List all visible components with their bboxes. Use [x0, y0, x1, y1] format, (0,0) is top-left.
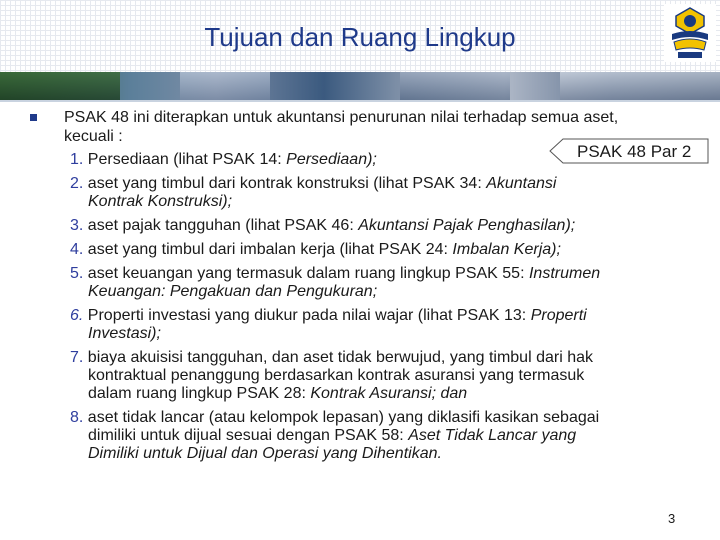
list-text: aset pajak tangguhan (lihat PSAK 46: — [87, 217, 359, 234]
list-italic: Properti — [530, 307, 587, 324]
list-italic: Persediaan); — [286, 151, 377, 168]
list-text: Properti investasi yang diukur pada nilai wajar (lihat PSAK 13: — [87, 307, 531, 324]
list-item-continuation — [88, 444, 708, 463]
list-item-continuation — [88, 384, 708, 403]
list-text: aset yang timbul dari kontrak konstruksi (lihat PSAK 34: — [87, 175, 487, 192]
list-italic: Kontrak Asuransi; dan — [310, 385, 468, 402]
list-italic: Akuntansi Pajak Penghasilan); — [358, 217, 576, 234]
list-item — [70, 216, 690, 235]
list-item-continuation — [88, 366, 708, 385]
list-item-continuation — [88, 282, 708, 301]
list-number: 2. — [70, 175, 84, 192]
list-number: 6. — [70, 307, 84, 324]
list-number: 3. — [70, 217, 84, 234]
list-item-continuation — [88, 426, 708, 445]
list-item — [70, 348, 690, 367]
list-text: aset yang timbul dari imbalan kerja (lihat PSAK 24: — [87, 241, 453, 258]
list-number: 1. — [70, 151, 84, 168]
intro-text: PSAK 48 ini diterapkan untuk akuntansi penurunan nilai terhadap semua aset, kecuali : — [64, 109, 619, 145]
slide-title: Tujuan dan Ruang Lingkup — [204, 22, 516, 52]
list-number: 8. — [70, 409, 84, 426]
page-number: 3 — [668, 511, 676, 526]
list-italic: Imbalan Kerja); — [452, 241, 561, 258]
list-italic: Aset Tidak Lancar yang — [408, 427, 577, 444]
list-text: dimiliki untuk dijual sesuai dengan PSAK 58: — [88, 427, 409, 444]
list-item — [70, 408, 690, 427]
list-item-continuation — [88, 192, 708, 211]
list-italic: Keuangan: Pengakuan dan Pengukuran; — [88, 283, 378, 300]
list-italic: Kontrak Konstruksi); — [88, 193, 233, 210]
list-italic: Akuntansi — [486, 175, 557, 192]
list-text: kontraktual penanggung berdasarkan kontrak asuransi yang termasuk — [88, 367, 585, 384]
list-text: aset keuangan yang termasuk dalam ruang lingkup PSAK 55: — [87, 265, 529, 282]
list-number: 5. — [70, 265, 84, 282]
list-text: dalam ruang lingkup PSAK 28: — [88, 385, 311, 402]
list-text: biaya akuisisi tangguhan, dan aset tidak berwujud, yang timbul dari hak — [87, 349, 593, 366]
list-text: Persediaan (lihat PSAK 14: — [87, 151, 287, 168]
list-number: 4. — [70, 241, 84, 258]
list-number: 7. — [70, 349, 84, 366]
list-italic: Investasi); — [88, 325, 161, 342]
list-item — [70, 174, 690, 193]
list-item — [70, 240, 690, 259]
list-italic: Dimiliki untuk Dijual dan Operasi yang Dihentikan. — [88, 445, 442, 462]
list-item — [70, 306, 690, 325]
list-item-continuation — [88, 324, 708, 343]
list-text: aset tidak lancar (atau kelompok lepasan) yang diklasifi kasikan sebagai — [87, 409, 600, 426]
list-item — [70, 150, 690, 169]
callout-label: PSAK 48 Par 2 — [577, 142, 692, 161]
list-italic: Instrumen — [528, 265, 601, 282]
list-item — [70, 264, 690, 283]
bullet-square-icon — [30, 114, 37, 121]
